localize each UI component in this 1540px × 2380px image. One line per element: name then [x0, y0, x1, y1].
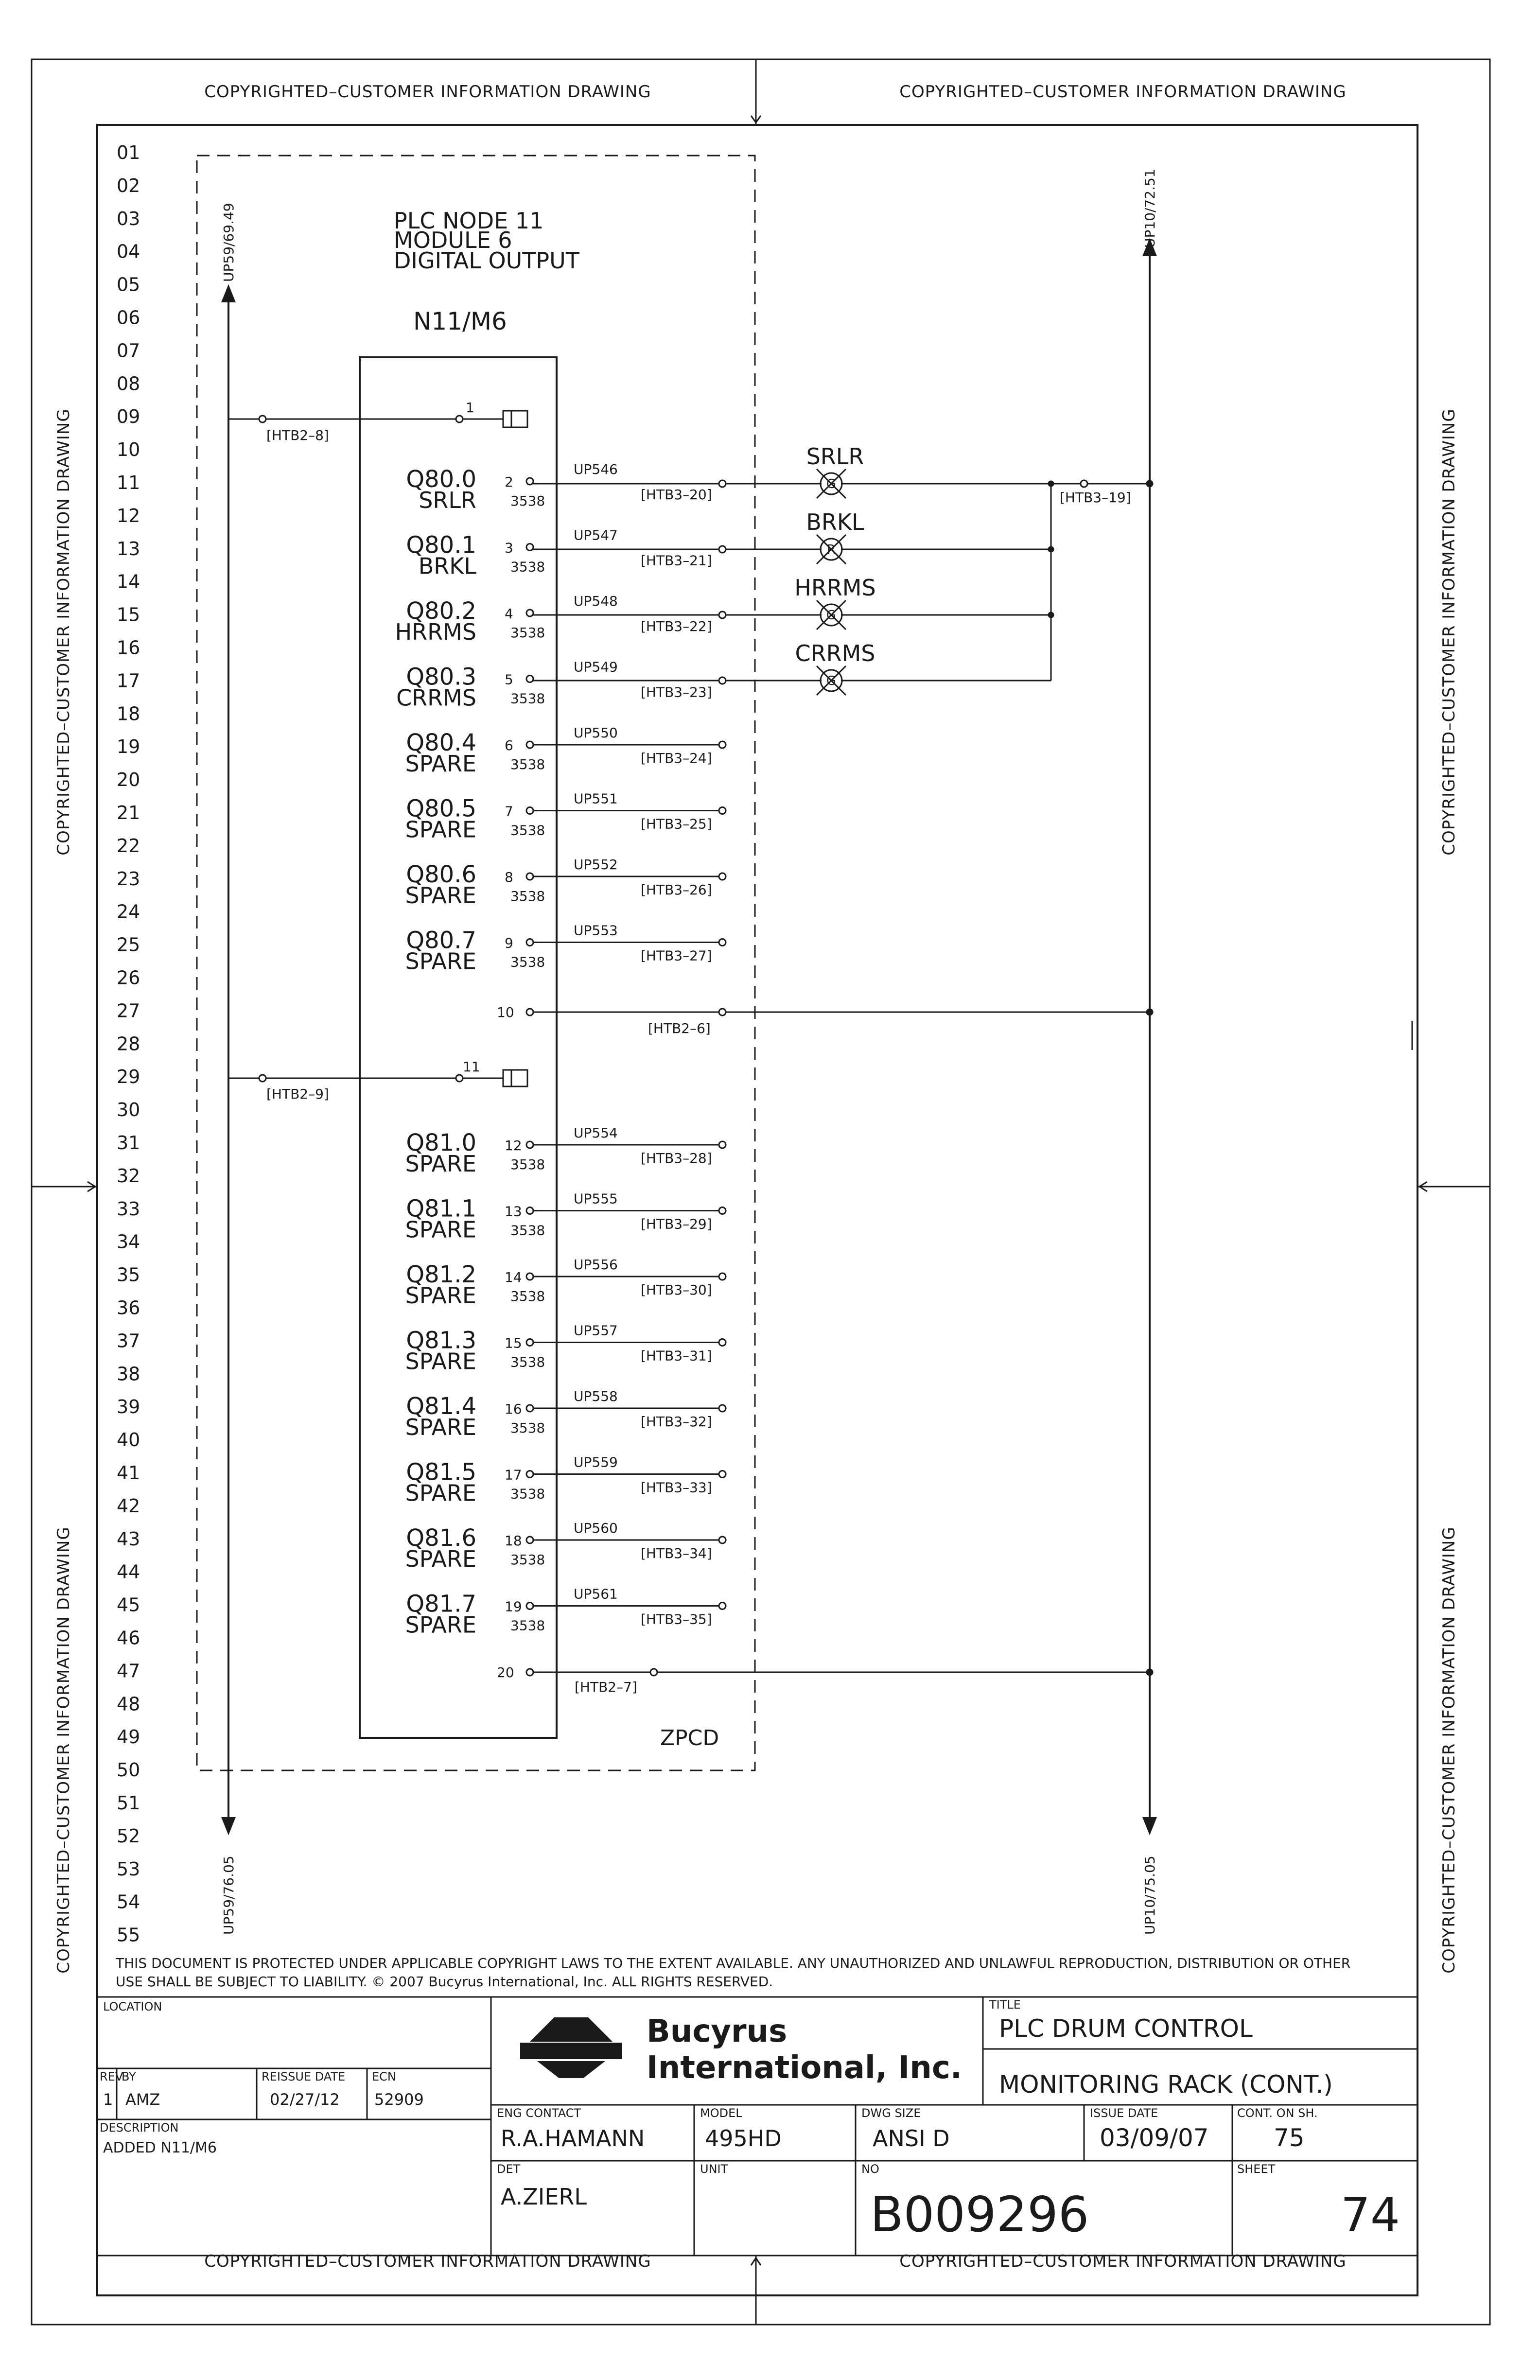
- copyright-label-top-left: COPYRIGHTED–CUSTOMER INFORMATION DRAWING: [204, 82, 651, 102]
- row-number: 52: [117, 1825, 140, 1847]
- row-number: 26: [117, 967, 140, 989]
- output-address: Q80.4: [406, 729, 476, 756]
- notice-line-1: THIS DOCUMENT IS PROTECTED UNDER APPLICABLE COPYRIGHT LAWS TO THE EXTENT AVAILABLE. ANY UNAUTHORIZED AND UNLAWFUL REPRODUCTION, DISTRIBUTION OR OTHER: [116, 1955, 1351, 1971]
- bucyrus-logo: [520, 2017, 622, 2078]
- output-htb-terminal: [719, 1405, 726, 1412]
- output-channel: [405, 1257, 726, 1309]
- row-number: 51: [117, 1792, 140, 1814]
- output-pin: 13: [505, 1203, 522, 1220]
- output-htb-terminal: [719, 1273, 726, 1280]
- row-number: 48: [117, 1693, 140, 1715]
- dwg-size-value: ANSI D: [873, 2125, 950, 2152]
- row-number: 45: [117, 1594, 140, 1616]
- terminal-pin-20: 20: [497, 1664, 514, 1680]
- row-number: 07: [117, 340, 140, 362]
- reissue-date-value: 02/27/12: [270, 2090, 340, 2109]
- output-htb-terminal: [719, 612, 726, 618]
- output-pin: 9: [505, 935, 513, 951]
- output-wire-number: UP550: [574, 725, 618, 741]
- enclosure-label: ZPCD: [660, 1726, 719, 1750]
- output-wire-number: UP547: [574, 527, 618, 543]
- row-number: 11: [117, 472, 140, 493]
- description-label: DESCRIPTION: [100, 2121, 179, 2135]
- row-number: 53: [117, 1858, 140, 1880]
- company-name-line-2: International, Inc.: [647, 2050, 962, 2086]
- row-number: 49: [117, 1726, 140, 1748]
- output-htb-terminal: [719, 1603, 726, 1610]
- common-terminal-labels: [266, 400, 711, 1695]
- output-htb: [HTB3–20]: [641, 487, 712, 503]
- rev-value: 1: [103, 2090, 113, 2109]
- output-wire-code: 3538: [510, 954, 545, 970]
- output-wire-number: UP557: [574, 1322, 618, 1339]
- output-pin: 7: [505, 803, 513, 820]
- output-wire-number: UP548: [574, 593, 618, 609]
- output-htb: [HTB3–30]: [641, 1282, 712, 1298]
- output-pin: 12: [505, 1138, 522, 1154]
- output-htb-terminal: [719, 807, 726, 814]
- row-number: 03: [117, 208, 140, 229]
- row-number: 33: [117, 1198, 140, 1220]
- output-pin: 14: [505, 1269, 522, 1285]
- row-numbers: [117, 142, 140, 1946]
- output-wire-number: UP553: [574, 922, 618, 939]
- output-address: Q81.3: [406, 1327, 476, 1354]
- terminal-htb-1: [HTB2–8]: [266, 427, 329, 443]
- output-wire-number: UP549: [574, 659, 618, 675]
- dwg-size-label: DWG SIZE: [861, 2106, 921, 2120]
- row-number: 01: [117, 142, 140, 163]
- output-htb-terminal: [719, 1141, 726, 1148]
- output-terminal: [526, 807, 533, 814]
- output-wire-code: 3538: [510, 1552, 545, 1568]
- output-wire-code: 3538: [510, 493, 545, 509]
- ref-right-bottom: UP10/75.05: [1142, 1855, 1158, 1935]
- copyright-label-left-lower: COPYRIGHTED–CUSTOMER INFORMATION DRAWING: [54, 1526, 73, 1974]
- output-name: CRRMS: [396, 684, 476, 711]
- terminal-htb-11: [HTB2–9]: [266, 1086, 329, 1102]
- module-id: N11/M6: [413, 307, 507, 335]
- output-name: SRLR: [419, 487, 476, 513]
- output-htb: [HTB3–21]: [641, 552, 712, 569]
- output-name: HRRMS: [395, 619, 476, 645]
- output-wire-code: 3538: [510, 1617, 545, 1634]
- copyright-label-bottom-left: COPYRIGHTED–CUSTOMER INFORMATION DRAWING: [204, 2252, 651, 2271]
- output-address: Q81.6: [406, 1524, 476, 1552]
- terminal-pin-10: 10: [497, 1004, 514, 1020]
- row-number: 42: [117, 1495, 140, 1517]
- output-wire-code: 3538: [510, 1222, 545, 1239]
- output-htb-terminal: [719, 546, 726, 553]
- no-label: NO: [861, 2162, 879, 2176]
- row-number: 22: [117, 835, 140, 857]
- location-label: LOCATION: [103, 2000, 162, 2013]
- row-number: 09: [117, 406, 140, 428]
- output-pin: 19: [505, 1598, 522, 1615]
- ref-left-top: UP59/69.49: [221, 203, 237, 282]
- row-number: 35: [117, 1264, 140, 1286]
- row-number: 24: [117, 901, 140, 923]
- by-value: AMZ: [125, 2090, 160, 2109]
- output-wire-code: 3538: [510, 888, 545, 904]
- bus-lines: [223, 241, 1155, 1833]
- output-channel: [405, 1454, 726, 1506]
- sheet-number: 74: [1340, 2188, 1400, 2242]
- output-name: SPARE: [405, 882, 476, 909]
- output-pin: 5: [505, 671, 513, 688]
- det-label: DET: [497, 2162, 521, 2176]
- output-wire-code: 3538: [510, 690, 545, 707]
- output-pin: 16: [505, 1401, 522, 1417]
- output-htb-terminal: [719, 939, 726, 946]
- sheet-label: SHEET: [1237, 2162, 1276, 2176]
- output-pin: 2: [505, 474, 513, 490]
- output-pin: 8: [505, 869, 513, 885]
- output-terminal: [526, 1603, 533, 1610]
- output-htb: [HTB3–35]: [641, 1611, 712, 1628]
- output-channel: [396, 640, 875, 711]
- logo-text: BUCYRUS: [537, 2045, 605, 2059]
- output-channel: [405, 725, 726, 777]
- output-htb-terminal: [719, 1471, 726, 1478]
- terminal-htb-20: [HTB2–7]: [575, 1679, 637, 1695]
- output-htb-terminal: [719, 1208, 726, 1214]
- row-number: 04: [117, 241, 140, 262]
- row-number: 36: [117, 1297, 140, 1319]
- lamp-return-bus: [841, 480, 1153, 681]
- output-terminal: [526, 1405, 533, 1412]
- output-wire-code: 3538: [510, 756, 545, 772]
- output-address: Q81.2: [406, 1261, 476, 1288]
- reissue-date-label: REISSUE DATE: [262, 2070, 346, 2083]
- output-wire-number: UP552: [574, 857, 618, 873]
- output-wire-number: UP555: [574, 1190, 618, 1207]
- output-address: Q80.5: [406, 795, 476, 822]
- output-name: SPARE: [405, 1611, 476, 1638]
- output-terminal: [526, 1339, 533, 1346]
- terminal-htb-10: [HTB2–6]: [648, 1020, 711, 1036]
- company-name-line-1: Bucyrus: [647, 2013, 788, 2049]
- row-number: 14: [117, 571, 140, 593]
- row-number: 30: [117, 1099, 140, 1121]
- row-number: 29: [117, 1066, 140, 1088]
- output-wire-code: 3538: [510, 1156, 545, 1172]
- row-number: 37: [117, 1330, 140, 1352]
- issue-date-label: ISSUE DATE: [1090, 2106, 1158, 2120]
- output-wire-number: UP551: [574, 790, 618, 807]
- output-htb: [HTB3–22]: [641, 618, 712, 634]
- output-name: SPARE: [405, 751, 476, 777]
- lamp-label: SRLR: [806, 443, 864, 470]
- output-wire-code: 3538: [510, 559, 545, 575]
- output-htb: [HTB3–28]: [641, 1150, 712, 1166]
- output-wire-number: UP556: [574, 1257, 618, 1273]
- ref-left-bottom: UP59/76.05: [221, 1855, 237, 1935]
- description-value: ADDED N11/M6: [103, 2139, 217, 2156]
- eng-contact-value: R.A.HAMANN: [501, 2125, 645, 2152]
- terminal-pin-1: 1: [466, 400, 474, 416]
- eng-contact-label: ENG CONTACT: [497, 2106, 581, 2120]
- row-number: 27: [117, 1000, 140, 1022]
- output-pin: 17: [505, 1467, 522, 1483]
- output-name: SPARE: [405, 1348, 476, 1375]
- output-wire-code: 3538: [510, 1486, 545, 1502]
- row-number: 25: [117, 934, 140, 956]
- row-number: 15: [117, 604, 140, 626]
- output-name: BRKL: [418, 553, 476, 579]
- lamp-color: G: [826, 608, 837, 623]
- row-number: 41: [117, 1462, 140, 1484]
- copyright-notice: [115, 1955, 1350, 1990]
- drawing-number: B009296: [870, 2186, 1089, 2243]
- output-htb: [HTB3–29]: [641, 1216, 712, 1232]
- lamp-label: CRRMS: [795, 640, 875, 666]
- output-htb-terminal: [719, 677, 726, 684]
- output-wire-number: UP546: [574, 461, 618, 477]
- row-number: 34: [117, 1231, 140, 1253]
- output-address: Q80.6: [406, 861, 476, 888]
- output-terminal: [526, 1273, 533, 1280]
- output-terminal: [526, 544, 533, 551]
- output-htb-terminal: [719, 1537, 726, 1543]
- output-name: SPARE: [405, 1414, 476, 1440]
- row-number: 46: [117, 1627, 140, 1649]
- company-logo: [520, 2013, 962, 2086]
- row-number: 47: [117, 1660, 140, 1682]
- row-number: 21: [117, 802, 140, 823]
- output-channel: [405, 923, 726, 975]
- output-name: SPARE: [405, 1216, 476, 1243]
- right-bus-htb: [HTB3–19]: [1060, 490, 1131, 506]
- output-channel: [406, 443, 864, 513]
- output-htb: [HTB3–33]: [641, 1479, 712, 1496]
- output-htb: [HTB3–23]: [641, 684, 712, 700]
- module-title-line-2: MODULE 6: [394, 227, 512, 253]
- output-channel: [405, 857, 726, 909]
- title-block-right: [497, 1998, 1400, 2243]
- module-title-line-1: PLC NODE 11: [394, 208, 544, 234]
- output-terminal: [526, 1537, 533, 1543]
- cont-label: CONT. ON SH.: [1237, 2106, 1318, 2120]
- output-wire-number: UP560: [574, 1520, 618, 1536]
- output-wire-number: UP561: [574, 1586, 618, 1602]
- model-label: MODEL: [700, 2106, 742, 2120]
- output-htb-terminal: [719, 480, 726, 487]
- output-terminal: [526, 478, 533, 485]
- by-label: BY: [122, 2070, 136, 2083]
- output-address: Q81.1: [406, 1195, 476, 1223]
- terminal-pin-11: 11: [463, 1059, 480, 1075]
- output-htb: [HTB3–24]: [641, 750, 712, 766]
- output-address: Q81.7: [406, 1590, 476, 1618]
- output-name: SPARE: [405, 1282, 476, 1309]
- ecn-value: 52909: [374, 2090, 424, 2109]
- row-number: 08: [117, 373, 140, 395]
- output-wire-number: UP558: [574, 1388, 618, 1404]
- output-wire-code: 3538: [510, 822, 545, 839]
- title-block-left: [100, 2000, 424, 2156]
- output-channel: [405, 1520, 726, 1572]
- issue-date-value: 03/09/07: [1100, 2124, 1209, 2152]
- notice-line-2: USE SHALL BE SUBJECT TO LIABILITY. © 2007 Bucyrus International, Inc. ALL RIGHTS RESERVED.: [116, 1974, 773, 1990]
- output-address: Q80.3: [406, 663, 476, 691]
- output-htb: [HTB3–32]: [641, 1414, 712, 1430]
- row-number: 17: [117, 670, 140, 692]
- output-name: SPARE: [405, 1151, 476, 1177]
- output-pin: 18: [505, 1533, 522, 1549]
- copyright-label-top-right: COPYRIGHTED–CUSTOMER INFORMATION DRAWING: [899, 82, 1347, 102]
- copyright-label-left-upper: COPYRIGHTED–CUSTOMER INFORMATION DRAWING: [54, 408, 73, 856]
- output-address: Q80.2: [406, 597, 476, 625]
- output-channel: [405, 1191, 726, 1243]
- copyright-labels: [54, 82, 1459, 2271]
- output-channel: [406, 509, 864, 579]
- output-htb-terminal: [719, 1339, 726, 1346]
- output-terminal: [526, 873, 533, 880]
- ref-right-top: UP10/72.51: [1142, 169, 1158, 248]
- ecn-label: ECN: [372, 2070, 396, 2083]
- row-number: 13: [117, 538, 140, 560]
- output-wire-code: 3538: [510, 1288, 545, 1304]
- output-terminal: [526, 610, 533, 616]
- output-name: SPARE: [405, 1480, 476, 1506]
- row-number: 50: [117, 1759, 140, 1781]
- output-wire-code: 3538: [510, 625, 545, 641]
- bus-references: [221, 169, 1158, 1935]
- row-number: 28: [117, 1033, 140, 1055]
- output-name: SPARE: [405, 1546, 476, 1572]
- output-name: SPARE: [405, 816, 476, 843]
- output-channel: [405, 1586, 726, 1638]
- output-wire-number: UP554: [574, 1125, 618, 1141]
- output-name: SPARE: [405, 948, 476, 975]
- title-label: TITLE: [989, 1998, 1021, 2012]
- output-wire-code: 3538: [510, 1420, 545, 1436]
- output-terminal: [526, 1208, 533, 1214]
- rev-label: REV: [100, 2070, 123, 2083]
- row-number: 20: [117, 769, 140, 791]
- output-terminal: [526, 676, 533, 682]
- output-address: Q81.4: [406, 1393, 476, 1420]
- output-htb: [HTB3–31]: [641, 1348, 712, 1364]
- output-pin: 15: [505, 1335, 522, 1351]
- copyright-label-right-upper: COPYRIGHTED–CUSTOMER INFORMATION DRAWING: [1439, 408, 1459, 856]
- copyright-label-right-lower: COPYRIGHTED–CUSTOMER INFORMATION DRAWING: [1439, 1526, 1459, 1974]
- lamp-label: BRKL: [806, 509, 864, 535]
- row-number: 02: [117, 175, 140, 196]
- lamp-color: R: [826, 542, 836, 557]
- lamp-color: G: [826, 674, 837, 688]
- lamp-color: G: [826, 477, 837, 491]
- cont-value: 75: [1274, 2124, 1305, 2152]
- output-terminal: [526, 939, 533, 946]
- row-number: 23: [117, 868, 140, 890]
- output-pin: 4: [505, 606, 513, 622]
- output-wire-number: UP559: [574, 1454, 618, 1470]
- title-line-1: PLC DRUM CONTROL: [999, 2014, 1253, 2043]
- output-terminal: [526, 1471, 533, 1478]
- output-htb-terminal: [719, 741, 726, 748]
- row-number: 43: [117, 1528, 140, 1550]
- output-channels: [395, 443, 876, 1638]
- row-number: 10: [117, 439, 140, 461]
- row-number: 40: [117, 1429, 140, 1451]
- row-number: 32: [117, 1165, 140, 1187]
- module-title-line-3: DIGITAL OUTPUT: [394, 247, 579, 274]
- output-channel: [395, 575, 876, 645]
- row-number: 38: [117, 1363, 140, 1385]
- row-number: 31: [117, 1132, 140, 1154]
- output-htb: [HTB3–26]: [641, 882, 712, 898]
- output-address: Q81.0: [406, 1129, 476, 1156]
- model-value: 495HD: [705, 2125, 782, 2152]
- lamp-label: HRRMS: [794, 575, 876, 601]
- output-wire-code: 3538: [510, 1354, 545, 1370]
- output-terminal: [526, 1141, 533, 1148]
- row-number: 18: [117, 703, 140, 725]
- det-value: A.ZIERL: [501, 2184, 587, 2210]
- output-channel: [405, 791, 726, 843]
- output-address: Q81.5: [406, 1458, 476, 1486]
- output-htb-terminal: [719, 873, 726, 880]
- output-terminal: [526, 741, 533, 748]
- output-address: Q80.1: [406, 531, 476, 559]
- row-number: 39: [117, 1396, 140, 1418]
- output-htb: [HTB3–25]: [641, 816, 712, 832]
- output-channel: [405, 1323, 726, 1375]
- row-number: 55: [117, 1924, 140, 1946]
- copyright-label-bottom-right: COPYRIGHTED–CUSTOMER INFORMATION DRAWING: [899, 2252, 1347, 2271]
- output-pin: 6: [505, 737, 513, 753]
- output-pin: 3: [505, 540, 513, 556]
- row-number: 12: [117, 505, 140, 526]
- row-number: 44: [117, 1561, 140, 1583]
- unit-label: UNIT: [700, 2162, 728, 2176]
- output-channel: [405, 1125, 726, 1177]
- row-number: 54: [117, 1891, 140, 1913]
- row-number: 06: [117, 307, 140, 329]
- output-address: Q80.7: [406, 927, 476, 954]
- output-channel: [405, 1388, 726, 1440]
- row-number: 05: [117, 274, 140, 296]
- output-htb: [HTB3–27]: [641, 947, 712, 964]
- row-number: 19: [117, 736, 140, 758]
- row-number: 16: [117, 637, 140, 659]
- output-htb: [HTB3–34]: [641, 1545, 712, 1561]
- title-line-2: MONITORING RACK (CONT.): [999, 2070, 1333, 2099]
- output-address: Q80.0: [406, 466, 476, 493]
